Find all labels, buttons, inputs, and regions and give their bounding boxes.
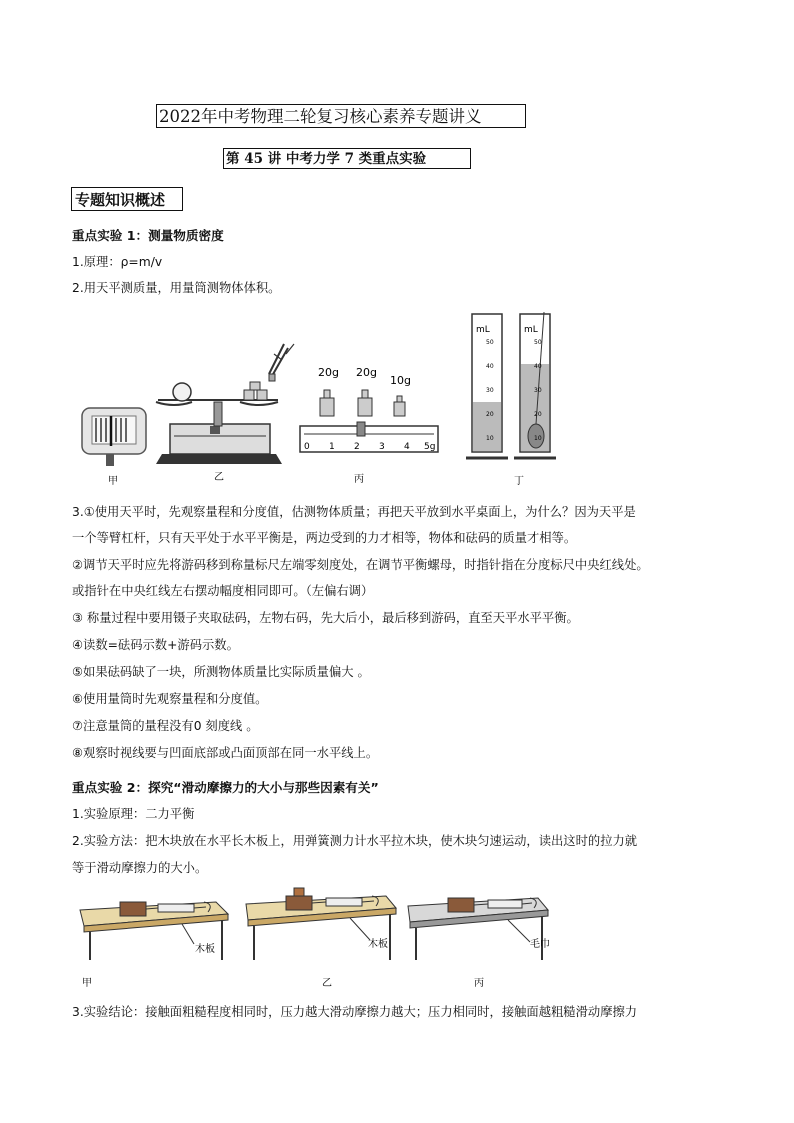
exp2-method-line1: 2.实验方法：把木块放在水平长木板上，用弹簧测力计水平拉木块，使木块匀速运动，读出这时的拉力就 (72, 834, 638, 848)
weights-set (320, 390, 405, 416)
exp1-point9: ⑦注意量筒的量程没有0 刻度线 。 (72, 719, 259, 733)
page-title: 2022年中考物理二轮复习核心素养专题讲义 (156, 104, 526, 128)
cyl2-mark-30: 30 (534, 387, 542, 394)
balance-scale (156, 344, 294, 464)
exp1-heading: 重点实验 1：测量物质密度 (72, 228, 224, 243)
friction-apparatus-figure (78, 880, 598, 990)
cyl2-mark-50: 50 (534, 339, 542, 346)
exp1-point10: ⑧观察时视线要与凹面底部或凸面顶部在同一水平线上。 (72, 746, 379, 760)
cyl1-mark-30: 30 (486, 387, 494, 394)
density-apparatus-figure (74, 304, 574, 490)
exp1-point7: ⑤如果砝码缺了一块，所测物体质量比实际质量偏大 。 (72, 665, 370, 679)
exp1-point8: ⑥使用量筒时先观察量程和分度值。 (72, 692, 268, 706)
cylinder2-unit: mL (524, 325, 538, 335)
exp1-point5: ③ 称量过程中要用镊子夹取砝码，左物右码，先大后小，最后移到游码，直至天平水平平衡。 (72, 611, 579, 625)
exp1-point3-line1: 3.①使用天平时，先观察量程和分度值，估测物体质量；再把天平放到水平桌面上，为什么？因为天平是 (72, 505, 636, 519)
ruler-tick-5: 5g (424, 442, 436, 452)
exp2-principle: 1.实验原理：二力平衡 (72, 807, 195, 821)
ruler-tick-0: 0 (304, 442, 310, 452)
label-ding: 丁 (514, 476, 524, 487)
exp1-method: 2.用天平测质量，用量筒测物体体积。 (72, 281, 281, 295)
cyl1-mark-40: 40 (486, 363, 494, 370)
friction-label-yi: 乙 (322, 978, 332, 989)
exp1-point4-line2: 或指针在中央红线左右摆动幅度相同即可。（左偏右调） (72, 584, 374, 598)
exp1-point4-line1: ②调节天平时应先将游码移到称量标尺左端零刻度处，在调节平衡螺母，时指针指在分度标尺中央红线处。 (72, 558, 649, 572)
weight-label-1: 20g (318, 366, 339, 379)
friction-label-jia: 甲 (82, 978, 92, 989)
ruler-tick-4: 4 (404, 442, 410, 452)
cyl1-mark-20: 20 (486, 411, 494, 418)
label-yi: 乙 (214, 472, 224, 483)
weight-label-2: 20g (356, 366, 377, 379)
weight-label-3: 10g (390, 374, 411, 387)
exp2-method-line2: 等于滑动摩擦力的大小。 (72, 861, 208, 875)
exp1-point6: ④读数=砝码示数+游码示数。 (72, 638, 239, 652)
lecture-subtitle: 第 45 讲 中考力学 7 类重点实验 (223, 148, 471, 169)
towel-label: 毛巾 (530, 939, 550, 950)
cyl2-mark-10: 10 (534, 435, 542, 442)
exp2-heading: 重点实验 2：探究“滑动摩擦力的大小与那些因素有关” (72, 780, 379, 795)
cyl2-mark-20: 20 (534, 411, 542, 418)
exp1-principle: 1.原理：ρ=m/v (72, 255, 163, 269)
cyl1-mark-50: 50 (486, 339, 494, 346)
friction-setup-bing (408, 898, 548, 960)
section-heading: 专题知识概述 (71, 187, 183, 211)
pointer-scale-closeup (82, 408, 146, 466)
cylinder1-unit: mL (476, 325, 490, 335)
ruler-tick-2: 2 (354, 442, 360, 452)
exp2-conclusion: 3.实验结论：接触面粗糙程度相同时，压力越大滑动摩擦力越大；压力相同时，接触面越粗糙滑动摩擦力 (72, 1005, 638, 1019)
ruler-tick-1: 1 (329, 442, 335, 452)
board-label-2: 木板 (368, 939, 388, 950)
board-label-1: 木板 (195, 944, 215, 955)
friction-label-bing: 丙 (474, 978, 484, 989)
label-jia: 甲 (108, 476, 118, 487)
cyl2-mark-40: 40 (534, 363, 542, 370)
exp1-point3-line2: 一个等臂杠杆，只有天平处于水平平衡是，两边受到的力才相等，物体和砝码的质量才相等。 (72, 531, 577, 545)
ruler-tick-3: 3 (379, 442, 385, 452)
rider-scale (300, 422, 438, 452)
cyl1-mark-10: 10 (486, 435, 494, 442)
label-bing: 丙 (354, 474, 364, 485)
